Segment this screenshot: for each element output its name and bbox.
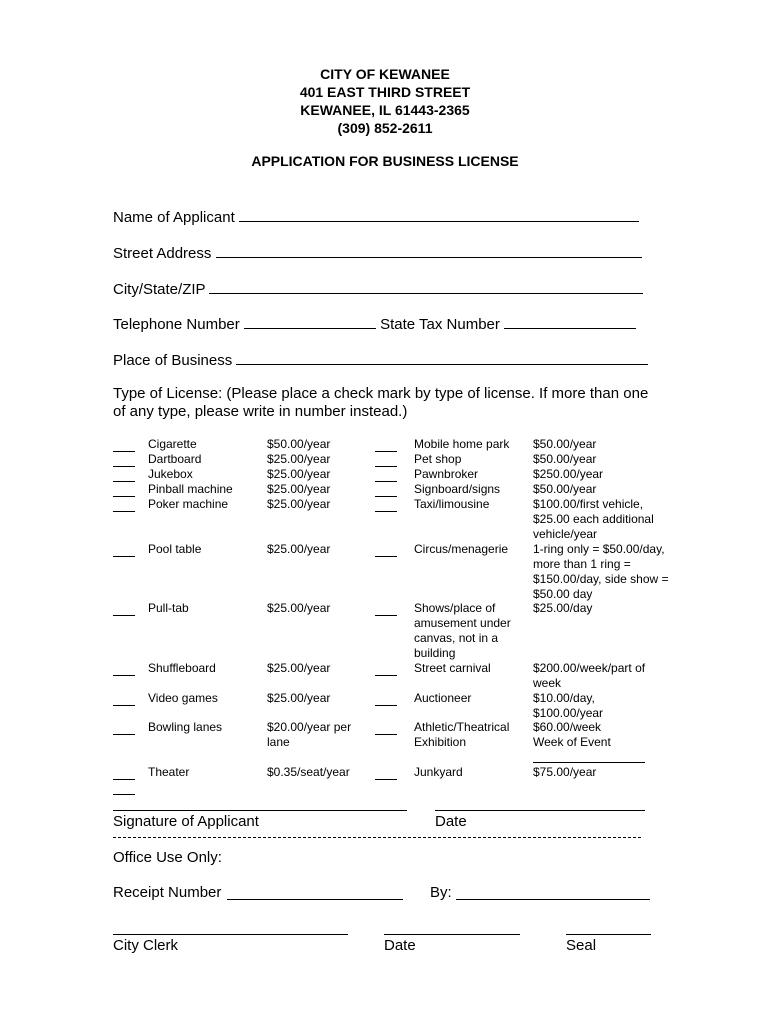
checkbox-shows[interactable] [375,614,397,616]
header-city: CITY OF KEWANEE [320,66,450,82]
receipt-field[interactable] [227,899,403,900]
street-field[interactable] [216,242,642,258]
telephone-label: Telephone Number [113,316,240,333]
license-fee: $50.00/year [533,437,597,451]
license-fee: $25.00/year [267,467,331,481]
checkbox-circus[interactable] [375,555,397,557]
office-date-label: Date [384,937,416,954]
checkbox-theater[interactable] [113,778,135,780]
header-phone: (309) 852-2611 [337,120,433,136]
license-fee: $50.00/year [533,482,597,496]
checkbox-mobile-home[interactable] [375,450,397,452]
license-fee: $250.00/year [533,467,604,481]
street-label: Street Address [113,245,212,262]
checkbox-shuffleboard[interactable] [113,674,135,676]
checkbox-junkyard[interactable] [375,778,397,780]
signature-date-line[interactable] [435,810,645,811]
place-field[interactable] [236,349,648,365]
license-fee: $25.00/year [267,452,331,466]
clerk-label: City Clerk [113,937,179,954]
telephone-field[interactable] [244,313,376,329]
license-name: Jukebox [148,467,193,481]
license-name: Cigarette [148,437,197,451]
receipt-label: Receipt Number [113,884,222,901]
checkbox-street-carnival[interactable] [375,674,397,676]
license-fee: $25.00/year [267,691,331,705]
name-field[interactable] [239,206,639,222]
license-name: Bowling lanes [148,720,223,734]
divider-line [533,762,645,763]
city-row [113,278,643,298]
license-name: Athletic/Theatrical Exhibition [414,720,510,749]
by-field[interactable] [456,899,650,900]
license-name: Pawnbroker [414,467,479,481]
checkbox-jukebox[interactable] [113,480,135,482]
license-fee: $25.00/year [267,661,331,675]
license-fee: $0.35/seat/year [267,765,350,779]
license-fee: $50.00/year [533,452,597,466]
header-street: 401 EAST THIRD STREET [299,84,471,100]
license-fee: $25.00/year [267,482,331,496]
license-name: Shows/place of amusement under canvas, not in a building [414,601,511,660]
checkbox-pull-tab[interactable] [113,614,135,616]
checkbox-video-games[interactable] [113,704,135,706]
license-name: Theater [148,765,190,779]
checkbox-pinball[interactable] [113,495,135,497]
place-row [113,349,648,369]
city-field[interactable] [209,278,643,294]
checkbox-cigarette[interactable] [113,450,135,452]
license-fee: $25.00/year [267,497,331,511]
checkbox-poker[interactable] [113,510,135,512]
license-name: Taxi/limousine [414,497,490,511]
license-name: Auctioneer [414,691,472,705]
license-fee: $25.00/year [267,601,331,615]
form-title: APPLICATION FOR BUSINESS LICENSE [251,153,519,169]
license-name: Pinball machine [148,482,233,496]
license-name: Pet shop [414,452,462,466]
license-fee: $25.00/day [533,601,593,615]
license-name: Pool table [148,542,202,556]
checkbox-signboard[interactable] [375,495,397,497]
checkbox-pool-table[interactable] [113,555,135,557]
city-label: City/State/ZIP [113,281,206,298]
place-label: Place of Business [113,352,233,369]
checkbox-bowling-lanes[interactable] [113,733,135,735]
license-fee: $60.00/week Week of Event [533,720,611,749]
checkbox-auctioneer[interactable] [375,704,397,706]
seal-label: Seal [566,937,597,954]
checkbox-taxi[interactable] [375,510,397,512]
signature-label: Signature of Applicant [113,813,259,830]
license-name: Street carnival [414,661,491,675]
license-fee: $50.00/year [267,437,331,451]
license-name: Pull-tab [148,601,189,615]
signature-date-label: Date [435,813,467,830]
street-row [113,242,642,262]
license-fee: $200.00/week/part of week [533,661,646,690]
license-fee: $75.00/year [533,765,597,779]
name-row [113,206,639,226]
license-fee: $10.00/day, $100.00/year [533,691,604,720]
header-city-state: KEWANEE, IL 61443-2365 [300,102,470,118]
state-tax-label: State Tax Number [380,316,500,333]
signature-line[interactable] [113,810,407,811]
license-name: Mobile home park [414,437,510,451]
license-fee: $25.00/year [267,542,331,556]
license-name: Video games [148,691,218,705]
state-tax-field[interactable] [504,313,636,329]
by-label: By: [430,884,452,901]
license-name: Shuffleboard [148,661,216,675]
seal-line[interactable] [566,934,651,935]
checkbox-pawnbroker[interactable] [375,480,397,482]
license-name: Dartboard [148,452,202,466]
office-date-line[interactable] [384,934,520,935]
clerk-line[interactable] [113,934,348,935]
license-name: Junkyard [414,765,463,779]
license-name: Poker machine [148,497,229,511]
office-heading: Office Use Only: [113,849,222,866]
license-name: Circus/menagerie [414,542,509,556]
name-label: Name of Applicant [113,209,235,226]
license-instructions: Type of License: (Please place a check mark by type of license. If more than one of any type, please write in number instead.) [113,385,649,420]
license-fee: 1-ring only = $50.00/day, more than 1 ring = $150.00/day, side show = $50.00 day [533,542,669,601]
checkbox-athletic[interactable] [375,733,397,735]
checkbox-pet-shop[interactable] [375,465,397,467]
license-name: Signboard/signs [414,482,501,496]
checkbox-dartboard[interactable] [113,465,135,467]
license-fee: $20.00/year per lane [267,720,352,749]
dashed-divider [113,837,641,838]
telephone-row [113,313,636,333]
license-fee: $100.00/first vehicle, $25.00 each additional vehicle/year [533,497,654,541]
checkbox-extra[interactable] [113,793,135,795]
